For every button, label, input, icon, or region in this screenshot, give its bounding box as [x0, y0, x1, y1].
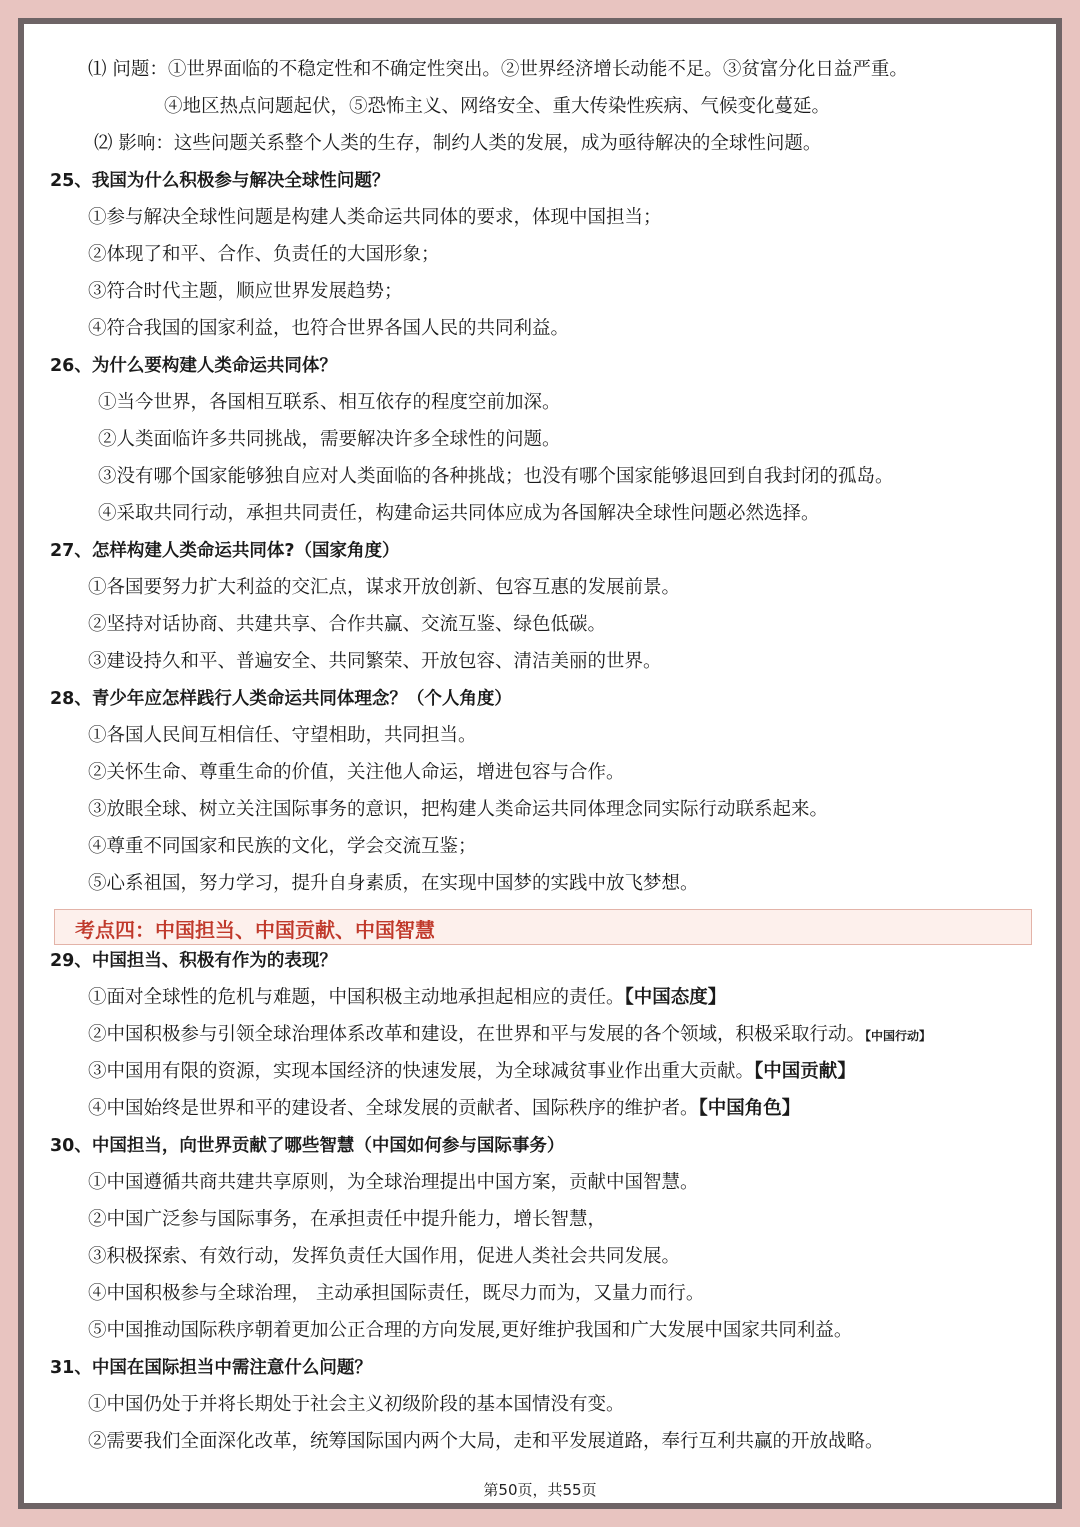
text-line: ①各国要努力扩大利益的交汇点，谋求开放创新、包容互惠的发展前景。 — [88, 577, 681, 598]
category-tag: 【中国角色】 — [698, 1098, 801, 1119]
question-heading: 29、中国担当、积极有作为的表现？ — [50, 951, 337, 971]
page-footer: 第50页，共55页 — [483, 1481, 597, 1499]
text-line: ③没有哪个国家能够独自应对人类面临的各种挑战；也没有哪个国家能够退回到自我封闭的孤岛。 — [98, 466, 894, 487]
text-line: ⑤心系祖国，努力学习，提升自身素质，在实现中国梦的实践中放飞梦想。 — [88, 873, 699, 894]
text-segment: ③中国用有限的资源，实现本国经济的快速发展，为全球减贫事业作出重大贡献。 — [88, 1061, 755, 1082]
text-line — [88, 1097, 800, 1121]
text-line: ②关怀生命、尊重生命的价值，关注他人命运，增进包容与合作。 — [88, 762, 625, 783]
text-line: ①中国仍处于并将长期处于社会主义初级阶段的基本国情没有变。 — [88, 1394, 625, 1415]
text-line: ①中国遵循共商共建共享原则，为全球治理提出中国方案，贡献中国智慧。 — [88, 1172, 699, 1193]
text-line: ④地区热点问题起伏，⑤恐怖主义、网络安全、重大传染性疾病、气候变化蔓延。 — [164, 96, 831, 117]
text-line: ②坚持对话协商、共建共享、合作共赢、交流互鉴、绿色低碳。 — [88, 614, 607, 635]
text-line: ④符合我国的国家利益，也符合世界各国人民的共同利益。 — [88, 318, 570, 339]
question-heading: 25、我国为什么积极参与解决全球性问题？ — [50, 171, 390, 191]
text-line — [88, 986, 726, 1010]
category-tag: 【中国贡献】 — [754, 1061, 856, 1082]
text-line: ④采取共同行动，承担共同责任，构建命运共同体应成为各国解决全球性问题必然选择。 — [98, 503, 820, 524]
text-line: ⑵ 影响：这些问题关系整个人类的生存，制约人类的发展，成为亟待解决的全球性问题。 — [94, 133, 822, 154]
text-segment: ④中国始终是世界和平的建设者、全球发展的贡献者、国际秩序的维护者。 — [88, 1098, 699, 1119]
document-page — [24, 24, 1056, 1503]
text-line: ②中国广泛参与国际事务，在承担责任中提升能力，增长智慧， — [88, 1209, 607, 1230]
text-line: ①参与解决全球性问题是构建人类命运共同体的要求，体现中国担当； — [88, 207, 662, 228]
text-line: ①各国人民间互相信任、守望相助，共同担当。 — [88, 725, 477, 746]
text-line: ③建设持久和平、普遍安全、共同繁荣、开放包容、清洁美丽的世界。 — [88, 651, 662, 672]
category-tag: 【中国态度】 — [624, 987, 727, 1008]
text-line: ③符合时代主题，顺应世界发展趋势； — [88, 281, 403, 302]
text-segment: ②中国积极参与引领全球治理体系改革和建设，在世界和平与发展的各个领域，积极采取行动。 — [88, 1024, 866, 1045]
category-tag: 【中国行动】 — [865, 1029, 932, 1043]
text-line — [88, 1060, 856, 1084]
text-line: ①当今世界，各国相互联系、相互依存的程度空前加深。 — [98, 392, 561, 413]
text-line — [88, 1023, 931, 1048]
text-line: ②人类面临许多共同挑战，需要解决许多全球性的问题。 — [98, 429, 561, 450]
text-line: ⑴ 问题：①世界面临的不稳定性和不确定性突出。②世界经济增长动能不足。③贫富分化日益严重。 — [88, 59, 908, 80]
text-segment: ①面对全球性的危机与难题，中国积极主动地承担起相应的责任。 — [88, 987, 625, 1008]
question-heading: 27、怎样构建人类命运共同体?（国家角度） — [50, 541, 400, 561]
text-line: ④尊重不同国家和民族的文化，学会交流互鉴； — [88, 836, 477, 857]
text-line: ②需要我们全面深化改革，统筹国际国内两个大局，走和平发展道路，奉行互利共赢的开放战略。 — [88, 1431, 884, 1452]
text-line: ②体现了和平、合作、负责任的大国形象； — [88, 244, 440, 265]
text-line: ③积极探索、有效行动，发挥负责任大国作用，促进人类社会共同发展。 — [88, 1246, 681, 1267]
text-line: ④中国积极参与全球治理， 主动承担国际责任，既尽力而为，又量力而行。 — [88, 1283, 705, 1304]
question-heading: 28、青少年应怎样践行人类命运共同体理念？（个人角度） — [50, 689, 512, 709]
text-line: ③放眼全球、树立关注国际事务的意识，把构建人类命运共同体理念同实际行动联系起来。 — [88, 799, 829, 820]
question-heading: 31、中国在国际担当中需注意什么问题？ — [50, 1358, 372, 1378]
question-heading: 26、为什么要构建人类命运共同体？ — [50, 356, 337, 376]
text-line: ⑤中国推动国际秩序朝着更加公正合理的方向发展,更好维护我国和广大发展中国家共同利益。 — [88, 1320, 853, 1341]
page-frame — [18, 18, 1062, 1509]
section-title: 考点四：中国担当、中国贡献、中国智慧 — [75, 918, 435, 942]
question-heading: 30、中国担当，向世界贡献了哪些智慧（中国如何参与国际事务） — [50, 1136, 565, 1156]
section-banner — [54, 909, 1032, 945]
